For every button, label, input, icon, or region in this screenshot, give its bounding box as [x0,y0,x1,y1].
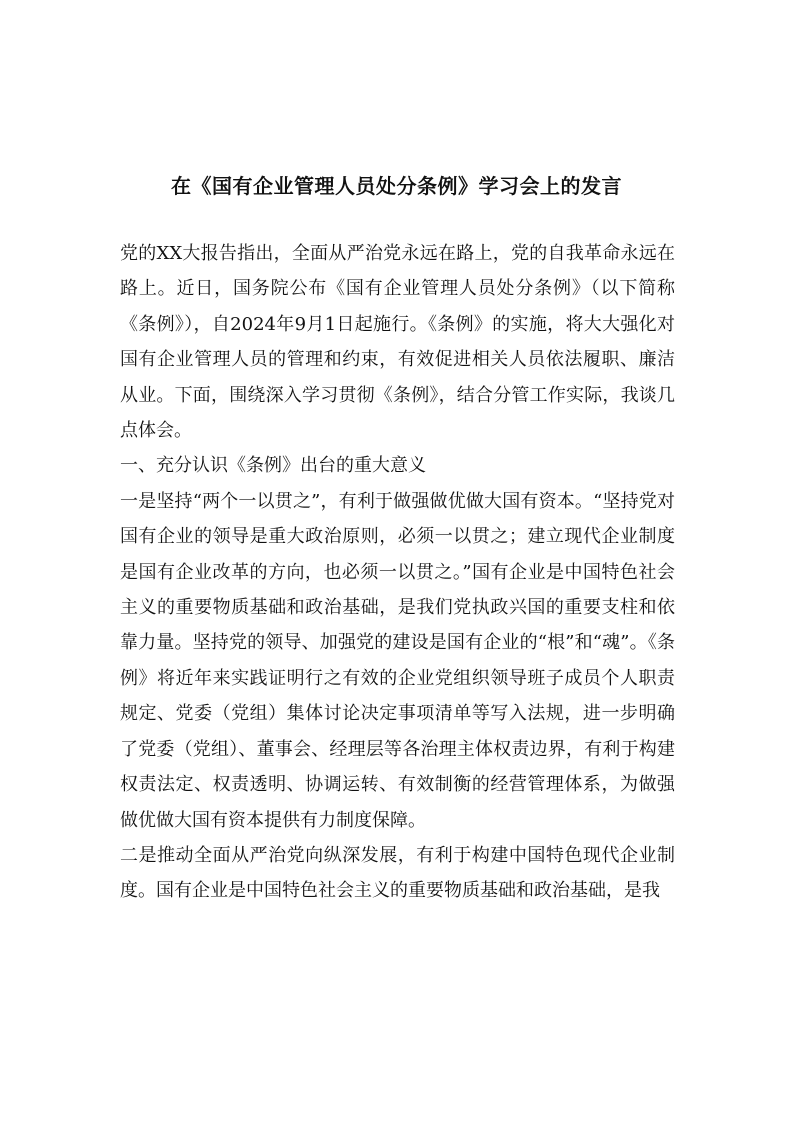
paragraph-point-1: 一是坚持“两个一以贯之”，有利于做强做优做大国有资本。“坚持党对国有企业的领导是重大政治原则，必须一以贯之；建立现代企业制度是国有企业改革的方向，也必须一以贯之。”国有企业是中国特色社会主义的重要物质基础和政治基础，是我们党执政兴国的重要支柱和依靠力量。坚持党的领导、加强党的建设是国有企业的“根”和“魂”。《条例》将近年来实践证明行之有效的企业党组织领导班子成员个人职责规定、党委（党组）集体讨论决定事项清单等写入法规，进一步明确了党委（党组）、董事会、经理层等各治理主体权责边界，有利于构建权责法定、权责透明、协调运转、有效制衡的经营管理体系，为做强做优做大国有资本提供有力制度保障。 [120,490,675,831]
paragraph-intro: 党的XX大报告指出，全面从严治党永远在路上，党的自我革命永远在路上。近日，国务院公布《国有企业管理人员处分条例》（以下简称《条例》），自2024年9月1日起施行。《条例》的实施，将大大强化对国有企业管理人员的管理和约束，有效促进相关人员依法履职、廉洁从业。下面，围绕深入学习贯彻《条例》，结合分管工作实际，我谈几点体会。 [120,243,675,442]
document-body [120,236,675,909]
paragraph-point-2: 二是推动全面从严治党向纵深发展，有利于构建中国特色现代企业制度。国有企业是中国特色社会主义的重要物质基础和政治基础，是我 [120,844,675,902]
section-heading-1: 一、充分认识《条例》出台的重大意义 [120,455,426,477]
document-title: 在《国有企业管理人员处分条例》学习会上的发言 [171,174,622,198]
